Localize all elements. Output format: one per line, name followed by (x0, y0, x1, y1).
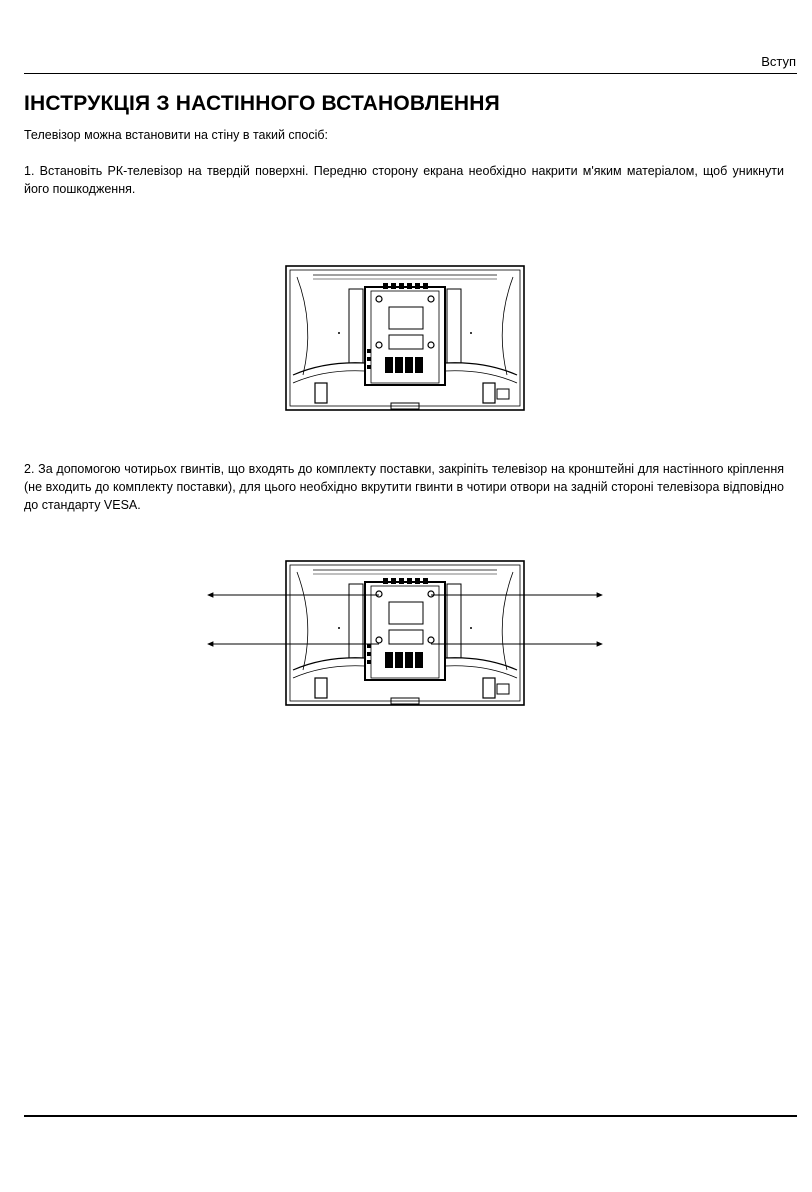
section-label: Вступ (761, 54, 796, 69)
tv-rear-panel-figure (285, 265, 525, 411)
page-title: ІНСТРУКЦІЯ З НАСТІННОГО ВСТАНОВЛЕННЯ (24, 92, 500, 115)
step-1-text: 1. Встановіть РК-телевізор на твердій поверхні. Передню сторону екрана необхідно накрити м'яким матеріалом, щоб уникнути його пошкодження. (24, 164, 784, 196)
intro-text: Телевізор можна встановити на стіну в такий спосіб: (24, 128, 329, 142)
tv-rear-panel-screws-figure (285, 560, 525, 706)
header-divider (24, 73, 797, 74)
step-2-text: 2. За допомогою чотирьох гвинтів, що входять до комплекту поставки, закріпіть телевізор на кронштейні для настінного кріплення (не входить до комплекту поставки), для цього необхідно вкрутити гвинти в чотири отвори на задній стороні телевізора відповідно до стандарту VESA. (24, 462, 784, 512)
tv-rear-panel-with-screw-arrows-icon (285, 560, 525, 706)
tv-rear-panel-icon (285, 265, 525, 411)
footer-divider (24, 1115, 797, 1117)
